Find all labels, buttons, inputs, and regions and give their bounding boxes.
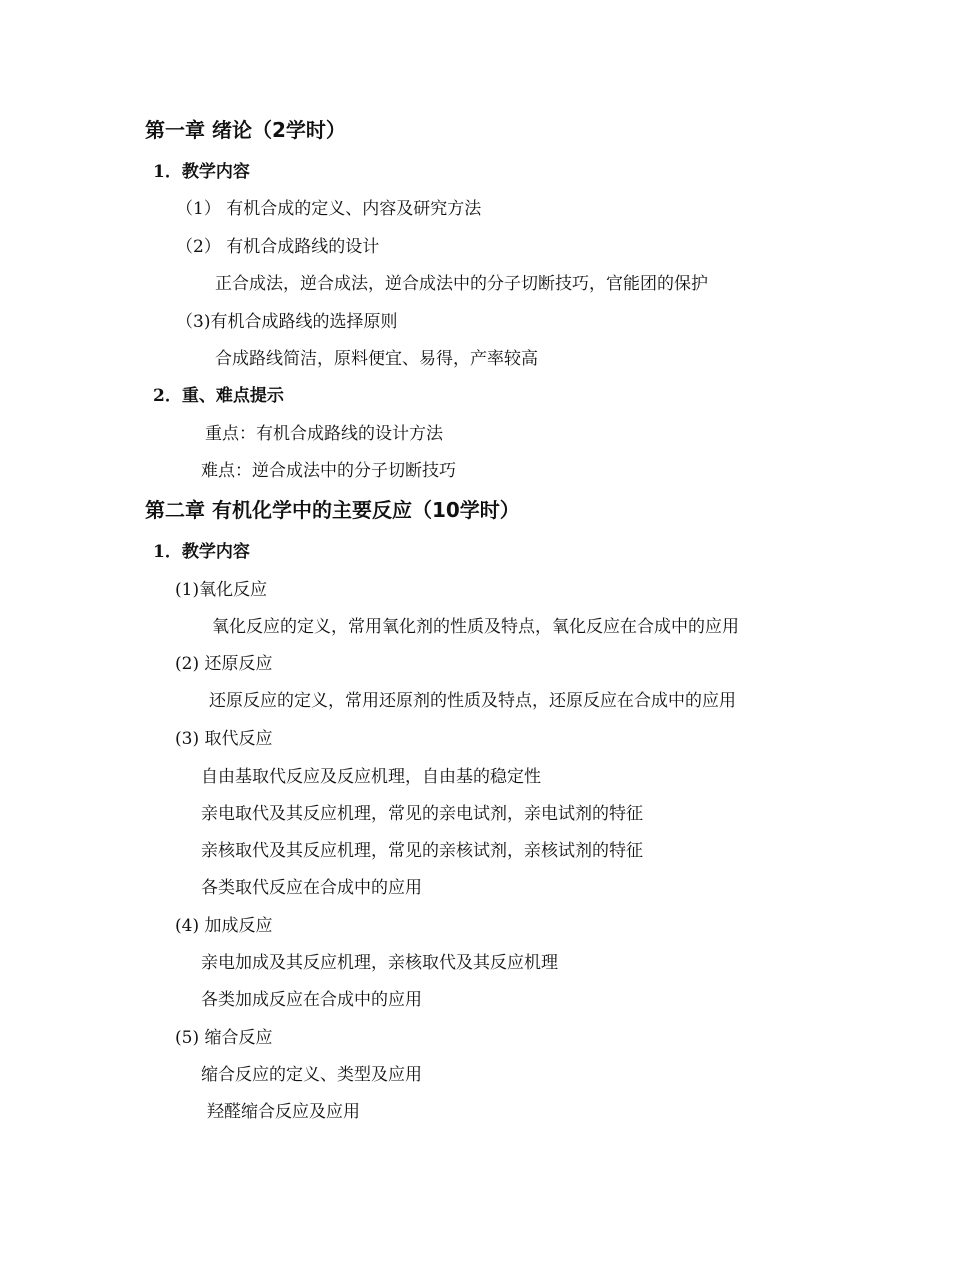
chapter-1-title: 第一章 绪论（2学时） [145, 118, 346, 142]
chapter-2-item-condensation-detail-2: 羟醛缩合反应及应用 [207, 1102, 360, 1122]
chapter-1-section-1-heading: 1．教学内容 [153, 162, 250, 182]
chapter-2-item-condensation: (5) 缩合反应 [175, 1028, 273, 1048]
chapter-1-item-2-detail: 正合成法，逆合成法，逆合成法中的分子切断技巧，官能团的保护 [215, 274, 708, 294]
chapter-2-item-substitution-detail-2: 亲电取代及其反应机理，常见的亲电试剂，亲电试剂的特征 [201, 804, 643, 824]
chapter-1-difficult-point: 难点：逆合成法中的分子切断技巧 [201, 461, 456, 481]
chapter-2-item-oxidation: (1)氧化反应 [175, 580, 268, 600]
chapter-2-item-oxidation-detail: 氧化反应的定义，常用氧化剂的性质及特点，氧化反应在合成中的应用 [212, 617, 739, 637]
chapter-2-item-addition-detail-1: 亲电加成及其反应机理，亲核取代及其反应机理 [201, 953, 558, 973]
chapter-1-item-3: （3)有机合成路线的选择原则 [176, 312, 398, 332]
chapter-2-title: 第二章 有机化学中的主要反应（10学时） [145, 498, 520, 522]
chapter-2-item-substitution-detail-3: 亲核取代及其反应机理，常见的亲核试剂，亲核试剂的特征 [201, 841, 643, 861]
chapter-1-key-point: 重点：有机合成路线的设计方法 [205, 424, 443, 444]
chapter-2-item-substitution-detail-1: 自由基取代反应及反应机理，自由基的稳定性 [201, 767, 541, 787]
chapter-2-item-reduction-detail: 还原反应的定义，常用还原剂的性质及特点，还原反应在合成中的应用 [209, 691, 736, 711]
chapter-2-item-reduction: (2) 还原反应 [175, 654, 273, 674]
chapter-1-item-3-detail: 合成路线简洁，原料便宜、易得，产率较高 [215, 349, 538, 369]
chapter-1-item-1: （1） 有机合成的定义、内容及研究方法 [176, 199, 482, 219]
chapter-2-section-1-heading: 1．教学内容 [153, 542, 250, 562]
chapter-2-item-addition-detail-2: 各类加成反应在合成中的应用 [201, 990, 422, 1010]
chapter-1-item-2: （2） 有机合成路线的设计 [176, 237, 380, 257]
chapter-2-item-substitution-detail-4: 各类取代反应在合成中的应用 [201, 878, 422, 898]
chapter-2-item-addition: (4) 加成反应 [175, 916, 273, 936]
chapter-1-section-2-heading: 2．重、难点提示 [153, 386, 284, 406]
chapter-2-item-substitution: (3) 取代反应 [175, 729, 273, 749]
chapter-2-item-condensation-detail-1: 缩合反应的定义、类型及应用 [201, 1065, 422, 1085]
